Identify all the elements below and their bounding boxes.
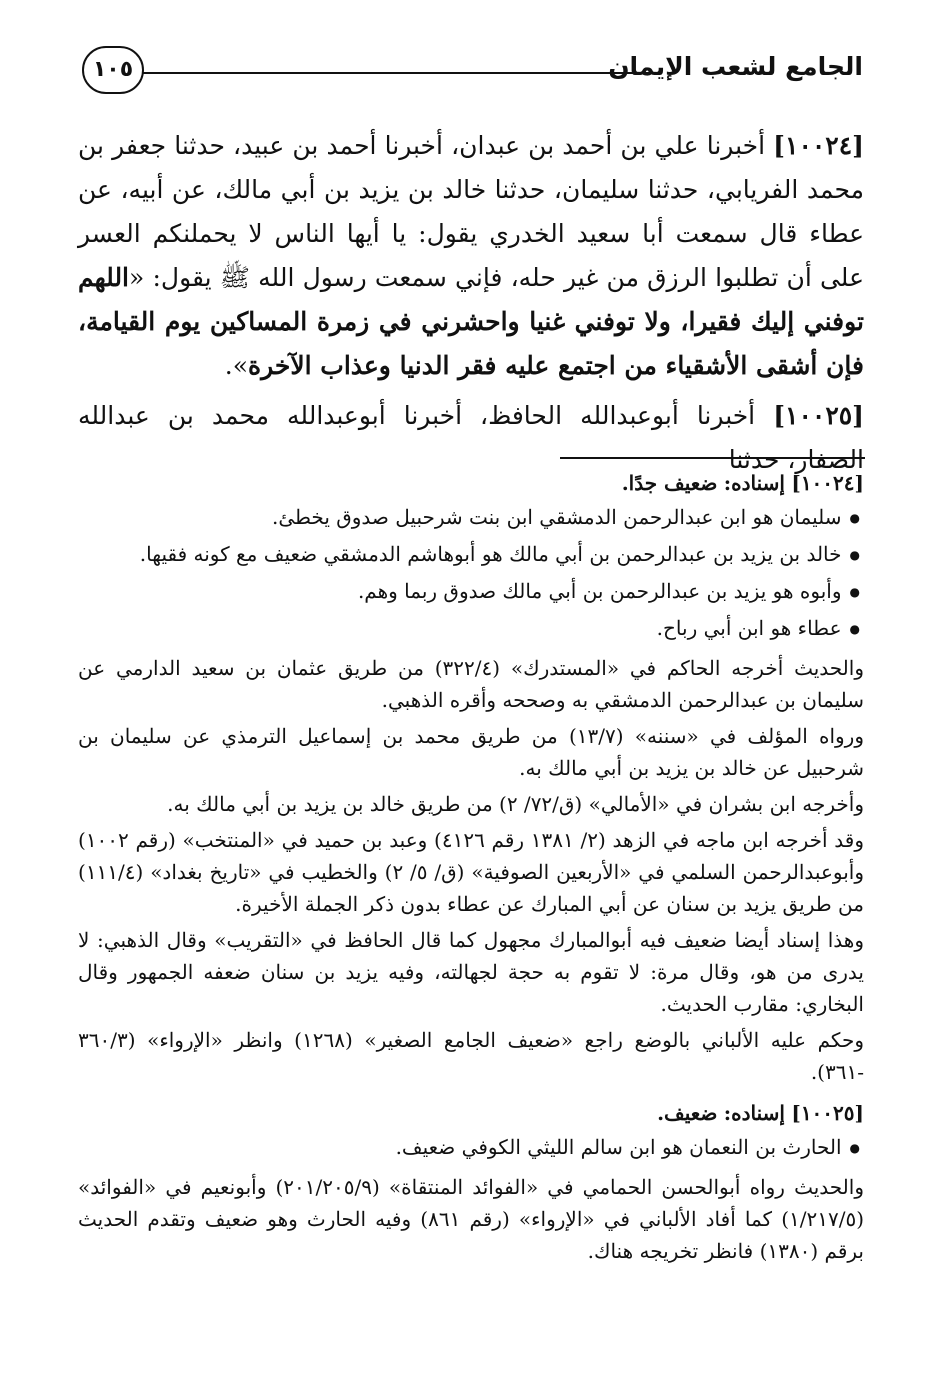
hadith-number: [١٠٠٢٥] xyxy=(773,401,865,430)
footnote-grade: ضعيف. xyxy=(657,1101,718,1125)
header-rule xyxy=(140,72,655,74)
footnote-paragraph: وأخرجه ابن بشران في «الأمالي» (ق/٧٢/ ٢) من طريق خالد بن يزيد بن أبي مالك به. xyxy=(167,792,864,816)
hadith-isnad: أخبرنا علي بن أحمد بن عبدان، أخبرنا أحمد بن عبيد، حدثنا جعفر بن محمد الفريابي، حدثنا سليمان، حدثنا خالد بن يزيد بن أبي مالك، عن أبيه، عن عطاء قال سمعت أبا سعيد الخدري يقول: يا أيها الناس لا يحملنكم العسر على أن تطلبوا الرزق من غير حله، فإني سمعت رسول الله ﷺ يقول: « xyxy=(78,131,864,292)
footnote-paragraph: وقد أخرجه ابن ماجه في الزهد (٢/ ١٣٨١ رقم ٤١٢٦) وعبد بن حميد في «المنتخب» (رقم ١٠٠٢) وأبوعبدالرحمن السلمي في «الأربعين الصوفية» (ق/ ٥/ ٢) والخطيب في «تاريخ بغداد» (١١١/٤) من طريق يزيد بن سنان عن أبي المبارك عن عطاء بدون ذكر الجملة الأخيرة. xyxy=(78,828,865,916)
footnote-label: إسناده: xyxy=(723,471,785,495)
footnote-label: إسناده: xyxy=(723,1101,785,1125)
footnote-grade: ضعيف جدًا. xyxy=(621,471,718,495)
footnote-bullet: ● خالد بن يزيد بن عبدالرحمن بن أبي مالك هو أبوهاشم الدمشقي ضعيف مع كونه فقيها. xyxy=(78,537,864,574)
running-title: الجامع لشعب الإيمان xyxy=(608,52,863,81)
footnote-number: [١٠٠٢٤] xyxy=(791,471,864,495)
footnote-bullet: ● عطاء هو ابن أبي رباح. xyxy=(78,611,864,648)
footnotes xyxy=(78,466,864,1267)
footnote-number: [١٠٠٢٥] xyxy=(791,1101,864,1125)
hadith-matn: اللهم توفني إليك فقيرا، ولا توفني غنيا واحشرني في زمرة المساكين يوم القيامة، فإن أشقى الأشقياء من اجتمع عليه فقر الدنيا وعذاب الآخرة xyxy=(78,263,864,380)
footnote-bullet: ● سليمان هو ابن عبدالرحمن الدمشقي ابن بنت شرحبيل صدوق يخطئ. xyxy=(78,500,864,537)
footnote-heading-10024 xyxy=(78,466,864,500)
footnote-paragraph: والحديث أخرجه الحاكم في «المستدرك» (٣٢٢/٤) من طريق عثمان بن سعيد الدارمي عن سليمان بن عبدالرحمن الدمشقي به وصححه وأقره الذهبي. xyxy=(78,656,864,712)
footnote-paragraph: وحكم عليه الألباني بالوضع راجع «ضعيف الجامع الصغير» (١٢٦٨) وانظر «الإرواء» (٣٦٠/٣ -٣٦١). xyxy=(78,1028,864,1084)
page-number-badge: ١٠٥ xyxy=(82,46,144,94)
footnote-paragraph: وهذا إسناد أيضا ضعيف فيه أبوالمبارك مجهول كما قال الحافظ في «التقريب» وقال الذهبي: لا يدرى من هو، وقال مرة: لا تقوم به حجة لجهالته، وفيه يزيد بن سنان ضعفه الجمهور وقال البخاري: مقارب الحديث. xyxy=(78,928,864,1016)
hadith-isnad: أخبرنا أبوعبدالله الحافظ، أخبرنا أبوعبدالله محمد بن عبدالله الصفار، حدثنا xyxy=(78,401,864,474)
footnote-bullet: ● وأبوه هو يزيد بن عبدالرحمن بن أبي مالك صدوق ربما وهم. xyxy=(78,574,864,611)
hadith-number: [١٠٠٢٤] xyxy=(773,131,864,160)
footnote-paragraph: والحديث رواه أبوالحسن الحمامي في «الفوائد المنتقاة» (٢٠١/٢٠٥/٩) وأبونعيم في «الفوائد» (١/٢١٧/٥) كما أفاد الألباني في «الإرواء» (رقم ٨٦١) وفيه الحارث وهو ضعيف وتقدم الحديث برقم (١٣٨٠) فانظر تخريجه هناك. xyxy=(78,1175,864,1263)
footnote-heading-10025 xyxy=(78,1096,864,1130)
footnote-bullet: ● الحارث بن النعمان هو ابن سالم الليثي الكوفي ضعيف. xyxy=(78,1130,864,1167)
footnote-paragraph: ورواه المؤلف في «سننه» (١٣/٧) من طريق محمد بن إسماعيل الترمذي عن سليمان بن شرحبيل عن خالد بن يزيد بن أبي مالك به. xyxy=(78,724,864,780)
footnote-separator xyxy=(560,457,865,459)
page-header xyxy=(78,46,863,102)
hadith-10024 xyxy=(78,124,864,388)
main-text xyxy=(78,124,864,482)
hadith-close: ». xyxy=(224,351,249,380)
